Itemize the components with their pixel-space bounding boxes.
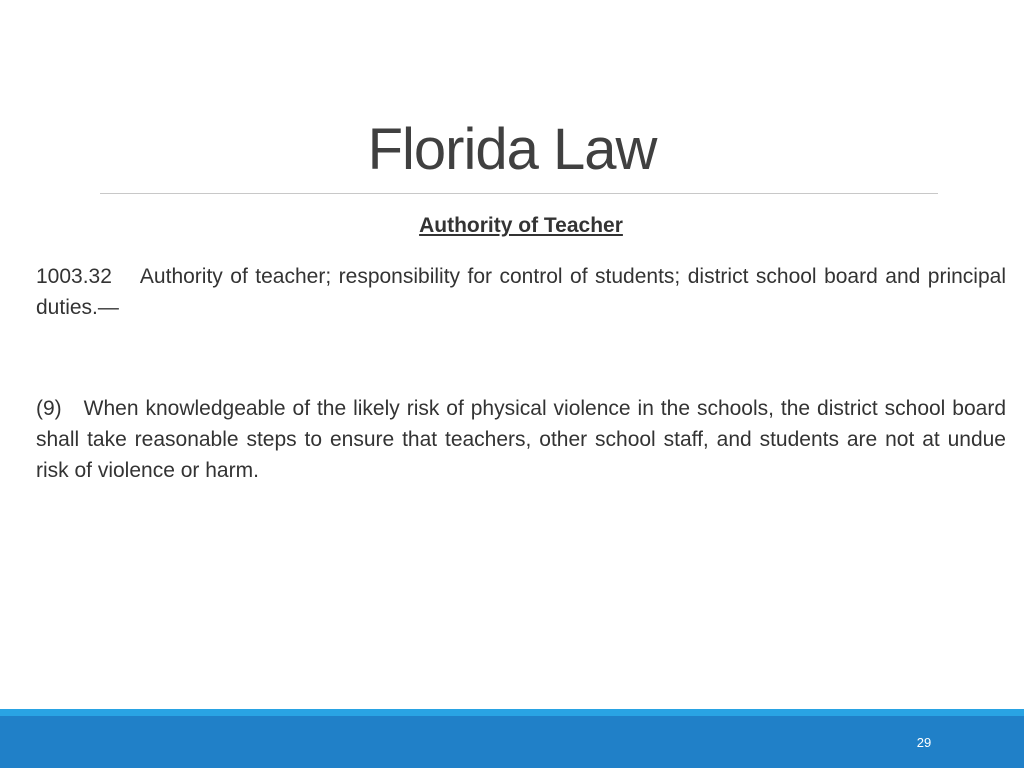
subheading: Authority of Teacher — [419, 214, 623, 237]
section-number: 1003.32 — [36, 265, 112, 288]
slide-title: Florida Law — [367, 117, 657, 182]
footer-accent-bar — [0, 709, 1024, 716]
footer-bar — [0, 716, 1024, 768]
subsection-number: (9) — [36, 397, 62, 420]
title-divider — [100, 193, 938, 194]
section-paragraph — [36, 261, 1006, 323]
page-number: 29 — [916, 735, 932, 750]
subsection-paragraph — [36, 393, 1006, 486]
subsection-text: When knowledgeable of the likely risk of physical violence in the schools, the district school board shall take reasonable steps to ensure that teachers, other school staff, and students are not at undue risk of violence or harm. — [36, 397, 1006, 482]
section-text: Authority of teacher; responsibility for control of students; district school board and principal duties.— — [36, 265, 1006, 319]
